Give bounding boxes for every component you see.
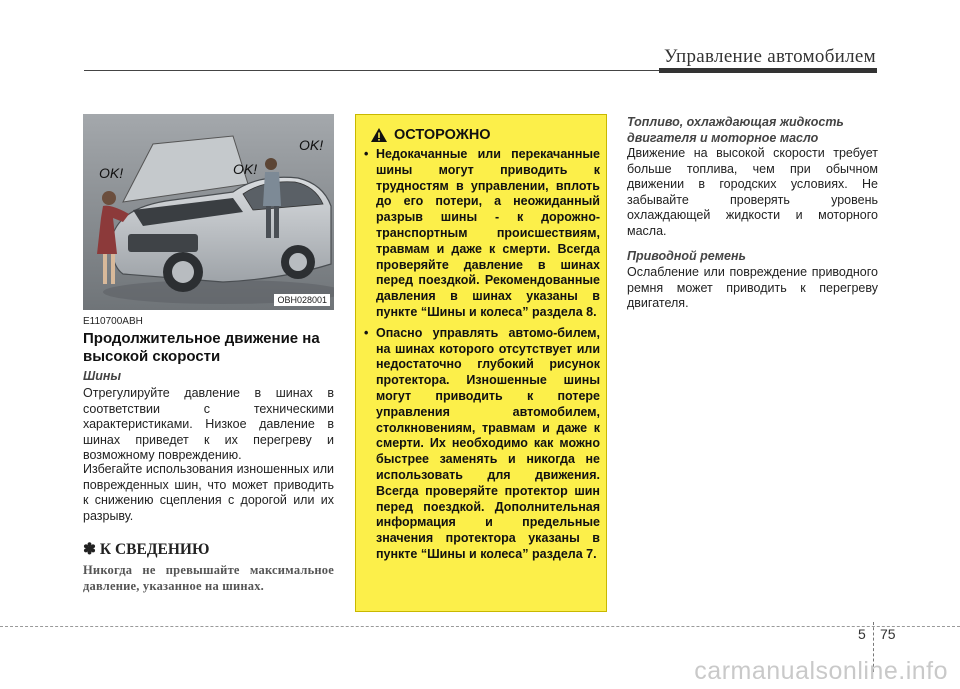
tires-paragraph-1: Отрегулируйте давление в шинах в соответствии с техническими характеристиками. Низкое давление в шинах приведет к их перегреву и возможному повреждению. bbox=[83, 386, 334, 462]
reference-code: E110700ABH bbox=[83, 316, 143, 327]
fuel-paragraph: Движение на высокой скорости требует больше топлива, чем при обычном движении в городских условиях. Не забывайте проверять уровень охлаждающей жидкости и моторного масла. bbox=[627, 146, 878, 238]
footer-divider bbox=[0, 626, 960, 627]
warning-triangle-icon bbox=[370, 127, 388, 143]
header-rule-accent bbox=[659, 68, 877, 73]
ok-label: OK! bbox=[299, 137, 324, 153]
warning-item-text: Недокачанные или перекачанные шины могут приводить к трудностям в управлении, вплоть до его потери, а неожиданный разрыв шины - к дорожно-транспортным происшествиям, травмам и даже к смерти. Всегда проверяйте давление в шинах перед поездкой. Рекомендованные давления в шинах указаны в пункте “Шины и колеса” раздела 8. bbox=[376, 147, 600, 319]
car-illustration bbox=[83, 114, 334, 310]
page-header-title: Управление автомобилем bbox=[663, 46, 876, 67]
bullet-icon: • bbox=[364, 147, 369, 161]
warning-list bbox=[362, 147, 600, 568]
section-title: Продолжительное движение на высокой скорости bbox=[83, 330, 320, 365]
warning-item bbox=[362, 326, 600, 563]
ok-label: OK! bbox=[99, 165, 124, 181]
belt-paragraph: Ослабление или повреждение приводного ремня может приводить к перегреву двигателя. bbox=[627, 265, 878, 310]
warning-item bbox=[362, 147, 600, 321]
warning-title-row bbox=[370, 125, 491, 145]
page-number: 75 bbox=[880, 626, 896, 642]
warning-item-text: Опасно управлять автомо-билем, на шинах которого отсутствует или недостаточно глубокий рисунок протектора. Изношенные шины могут приводить к потере управления автомобилем, столкновениям, травмам и даже к смерти. Их необходимо как можно быстрее заменять и никогда не использовать для движения. Всегда проверяйте протектор шин перед поездкой. Дополнительная информация и предельные значения протектора указаны в пункте “Шины и колеса” раздела 7. bbox=[376, 325, 600, 561]
header-rule bbox=[84, 70, 659, 71]
warning-box bbox=[355, 114, 607, 612]
notice-body: Никогда не превышайте максимальное давление, указанное на шинах. bbox=[83, 563, 334, 593]
notice-heading: ✽ К СВЕДЕНИЮ bbox=[83, 541, 210, 558]
ok-label: OK! bbox=[233, 161, 258, 177]
section-number: 5 bbox=[858, 626, 866, 642]
bullet-icon: • bbox=[364, 325, 369, 340]
car-hood-photo bbox=[83, 114, 334, 310]
figure-code: OBH028001 bbox=[274, 294, 330, 306]
tires-heading: Шины bbox=[83, 369, 122, 383]
warning-title: ОСТОРОЖНО bbox=[394, 127, 491, 143]
belt-heading: Приводной ремень bbox=[627, 249, 746, 263]
fuel-heading: Топливо, охлаждающая жидкость двигателя и моторное масло bbox=[627, 115, 844, 145]
tires-paragraph-2: Избегайте использования изношенных или поврежденных шин, что может приводить к снижению сцепления с дорогой или их разрыву. bbox=[83, 462, 334, 523]
watermark: carmanualsonline.info bbox=[694, 657, 948, 685]
